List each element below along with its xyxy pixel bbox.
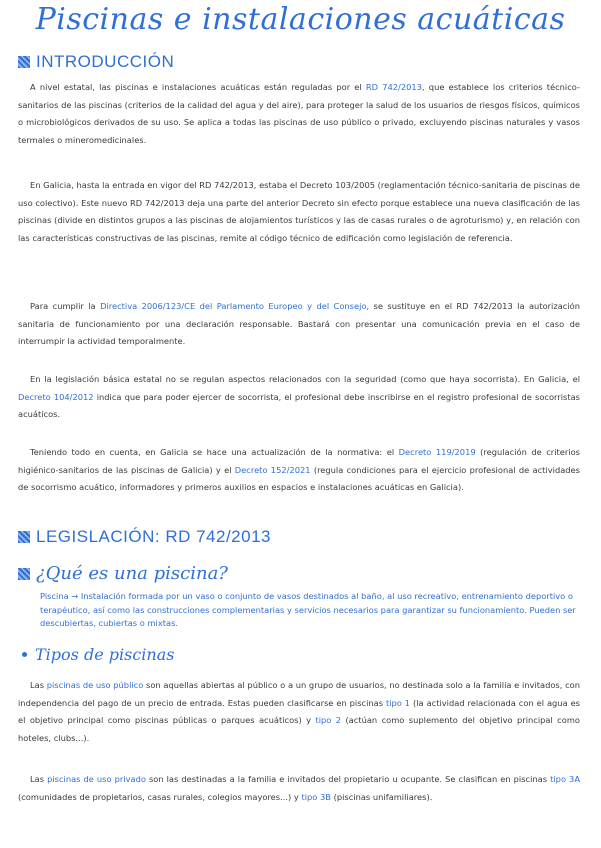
intro-paragraph-5 bbox=[18, 444, 580, 497]
text-run: Teniendo todo en cuenta, en Galicia se hace una actualización de la normativa: el bbox=[30, 447, 399, 457]
text-run: Para cumplir la bbox=[30, 301, 101, 311]
tipos-paragraph-1 bbox=[18, 677, 580, 747]
text-run: son aquellas abiertas al público o a un grupo de usuarios, no destinada solo a la familia e invitados, con independencia del pago de un precio de entrada. Estas pueden clasificarse en piscinas bbox=[18, 680, 580, 708]
text-run: , que establece los criterios técnico-sanitarios de las piscinas (criterios de la calidad del agua y del aire), para proteger la salud de los usuarios de riesgos físicos, químicos o microbiológicos derivados de su uso. Se aplica a todas las piscinas de uso público o privado, excluyendo piscinas naturales y vasos termales o mineromedicinales. bbox=[18, 82, 580, 145]
dot-bullet-icon bbox=[22, 652, 27, 657]
text-run: son las destinadas a la familia e invitados del propietario u ocupante. Se clasifican en piscinas bbox=[145, 774, 551, 784]
text-run: , se sustituye en el RD 742/2013 la autorización sanitaria de funcionamiento por una declaración responsable. Bastará con presentar una comunicación previa en el caso de interrumpir la actividad temporalmente. bbox=[18, 301, 581, 347]
tipos-paragraph-2 bbox=[18, 771, 580, 806]
page-title: Piscinas e instalaciones acuáticas bbox=[35, 2, 566, 37]
section-heading-legislacion bbox=[18, 527, 271, 547]
square-hatched-icon bbox=[18, 568, 30, 580]
link-decreto-104-2012: Decreto 104/2012 bbox=[18, 391, 94, 402]
link-piscinas-uso-publico: piscinas de uso público bbox=[46, 680, 144, 690]
intro-paragraph-1 bbox=[18, 79, 580, 149]
text-run: Las bbox=[30, 774, 48, 784]
link-decreto-152-2021: Decreto 152/2021 bbox=[234, 464, 311, 475]
intro-paragraph-3 bbox=[18, 298, 580, 351]
heading-text: Tipos de piscinas bbox=[35, 645, 175, 664]
link-tipo-1: tipo 1 bbox=[385, 697, 411, 708]
text-run: indica que para poder ejercer de socorrista, el profesional debe inscribirse en el registro profesional de socorristas acuáticos. bbox=[18, 391, 581, 420]
square-hatched-icon bbox=[18, 531, 30, 543]
link-decreto-119-2019: Decreto 119/2019 bbox=[398, 447, 476, 457]
intro-paragraph-2: En Galicia, hasta la entrada en vigor del RD 742/2013, estaba el Decreto 103/2005 (reglamentación técnico-sanitaria de piscinas de uso colectivo). Este nuevo RD 742/2013 deja una parte del anterior Decreto sin efecto porque establece una nueva clasificación de las piscinas (divide en distintos grupos a las piscinas de alojamientos turísticos y las de casas rurales o de agroturismo) y, en relación con las características constructivas de las piscinas, remite al código técnico de edificación como legislación de referencia. bbox=[18, 180, 580, 243]
link-tipo-3b: tipo 3B bbox=[301, 791, 331, 802]
text-run: Las bbox=[30, 680, 47, 690]
link-tipo-3a: tipo 3A bbox=[550, 774, 581, 784]
text-run: (comunidades de propietarios, casas rurales, colegios mayores...) y bbox=[18, 791, 302, 802]
link-piscinas-uso-privado: piscinas de uso privado bbox=[47, 774, 146, 784]
text-run: (regula condiciones para el ejercicio profesional de actividades de socorrismo acuático, informadores y primeros auxilios en espacios e instalaciones acuáticas en Galicia). bbox=[18, 464, 580, 493]
text-run: (actúan como suplemento del objetivo principal como hoteles, clubs...). bbox=[18, 715, 580, 743]
text-run: (la actividad relacionada con el agua es el objetivo principal como piscinas públicas o parques acuáticos) y bbox=[18, 697, 580, 726]
square-hatched-icon bbox=[18, 56, 30, 68]
text-run: (piscinas unifamiliares). bbox=[330, 791, 433, 802]
intro-paragraph-4 bbox=[18, 371, 580, 424]
text-run: A nivel estatal, las piscinas e instalaciones acuáticas están reguladas por el bbox=[30, 82, 366, 92]
heading-text: ¿Qué es una piscina? bbox=[36, 563, 228, 584]
section-heading-que-es bbox=[18, 563, 228, 584]
link-tipo-2: tipo 2 bbox=[315, 715, 342, 726]
section-heading-introduccion bbox=[18, 52, 174, 72]
text-run: En la legislación básica estatal no se regulan aspectos relacionados con la seguridad (como que haya socorrista). En Galicia, el bbox=[30, 374, 580, 384]
text-run: (regulación de criterios higiénico-sanitarios de las piscinas de Galicia) y el bbox=[18, 447, 580, 475]
section-heading-tipos bbox=[22, 645, 174, 664]
heading-text: LEGISLACIÓN: RD 742/2013 bbox=[36, 527, 272, 546]
link-rd-742-2013: RD 742/2013 bbox=[365, 82, 422, 92]
definition-piscina: Piscina → Instalación formada por un vaso o conjunto de vasos destinados al baño, al uso recreativo, entrenamiento deportivo o terapéutico, así como las construcciones complementarias y servicios necesarios para garantizar su funcionamiento. Pueden ser descubiertas, cubiertas o mixtas. bbox=[40, 591, 576, 628]
heading-text: INTRODUCCIÓN bbox=[36, 52, 175, 71]
link-directiva-2006: Directiva 2006/123/CE del Parlamento Europeo y del Consejo bbox=[100, 301, 367, 311]
